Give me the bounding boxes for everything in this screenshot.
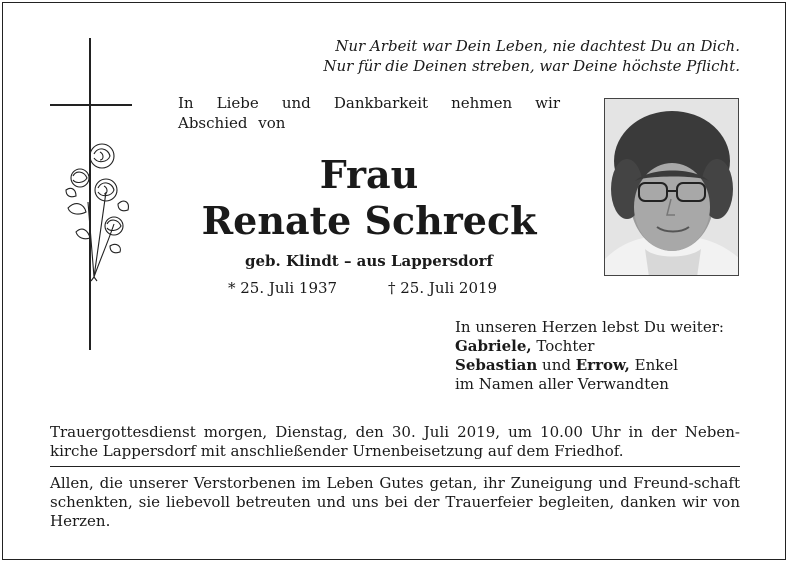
quote-line-1: Nur Arbeit war Dein Leben, nie dachtest Du an Dich. — [335, 37, 740, 55]
mourners-heading: In unseren Herzen lebst Du weiter: — [455, 318, 724, 336]
divider — [50, 466, 740, 467]
service-announcement: Trauergottesdienst morgen, Dienstag, den 30. Juli 2019, um 10.00 Uhr in der Neben-kirche Lappersdorf mit anschließender Urnenbeisetzung auf dem Friedhof. — [50, 423, 740, 460]
mourner-relation: Tochter — [531, 337, 595, 355]
death-date: † 25. Juli 2019 — [388, 279, 498, 297]
mourner-name: Gabriele, — [455, 337, 532, 355]
mourners-block — [455, 318, 745, 394]
birth-info: geb. Klindt – aus Lappersdorf — [245, 252, 493, 270]
mourner-row — [455, 356, 745, 375]
thanks-text: Allen, die unserer Verstorbenen im Leben Gutes getan, ihr Zuneigung und Freund-schaft schenkten, sie liebevoll betreuten und uns bei der Trauerfeier begleiten, danken wir von Herzen. — [50, 474, 740, 530]
intro-text: In Liebe und Dankbarkeit nehmen wir Abschied von — [178, 94, 560, 132]
deceased-name: Renate Schreck — [201, 198, 537, 243]
cross-bar — [50, 104, 132, 106]
mourner-name: Errow, — [575, 356, 630, 374]
salutation: Frau — [319, 152, 419, 197]
mourner-connector: und — [537, 356, 576, 374]
mourner-row — [455, 375, 745, 394]
portrait-photo — [604, 98, 739, 276]
mourner-relation: Enkel — [629, 356, 679, 374]
roses-icon — [58, 142, 130, 282]
mourner-relation: im Namen aller Verwandten — [455, 375, 669, 393]
mourner-name: Sebastian — [455, 356, 538, 374]
mourner-row — [455, 337, 745, 356]
birth-date: * 25. Juli 1937 — [228, 279, 338, 297]
quote-line-2: Nur für die Deinen streben, war Deine höchste Pflicht. — [323, 57, 740, 75]
